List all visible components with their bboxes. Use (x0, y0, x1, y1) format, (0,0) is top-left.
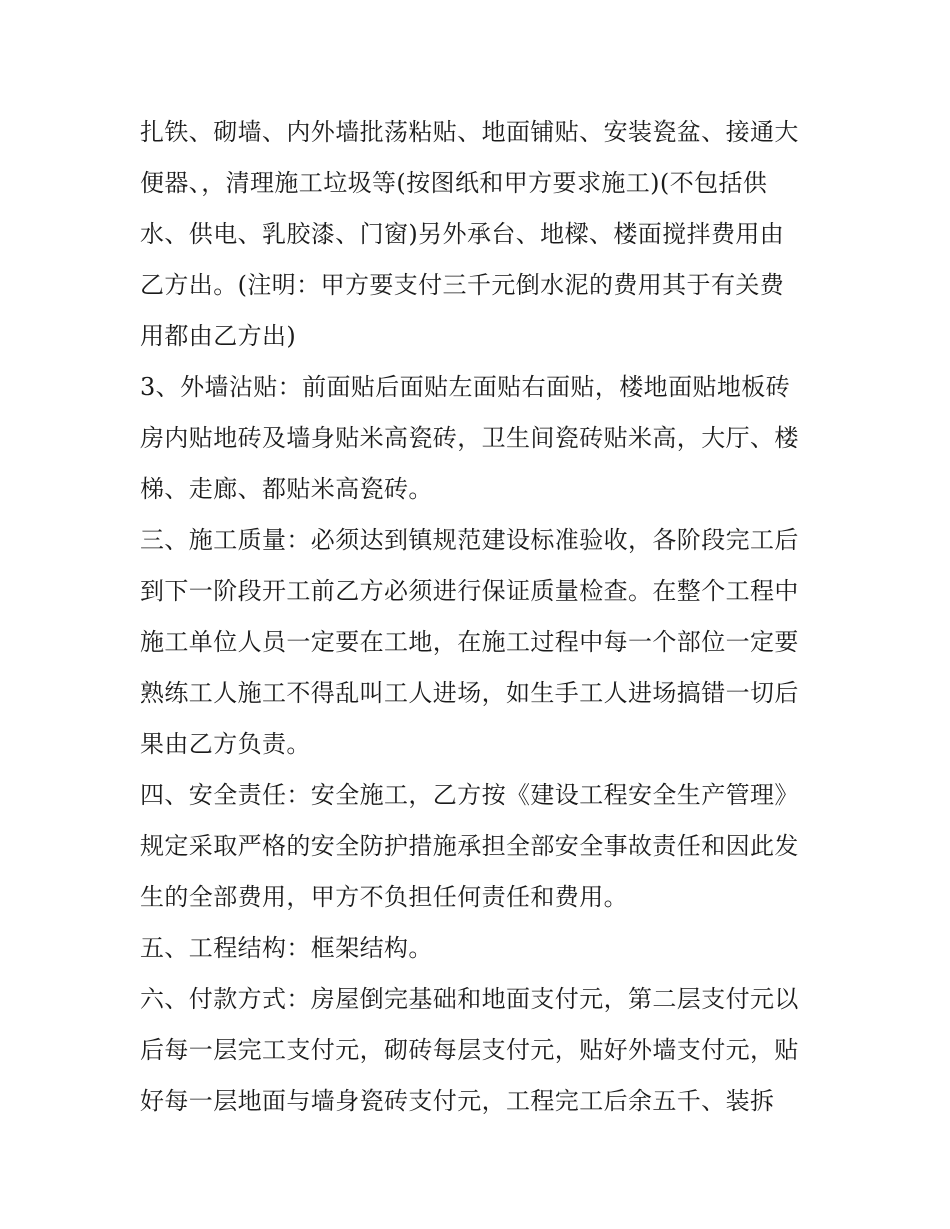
text-line: 三、施工质量：必须达到镇规范建设标准验收，各阶段完工后 (140, 526, 799, 554)
text-line: 五、工程结构：框架结构。 (140, 934, 433, 962)
text-line: 规定采取严格的安全防护措施承担全部安全事故责任和因此发 (140, 832, 799, 860)
text-line: 用都由乙方出) (140, 322, 297, 350)
text-line: 梯、走廊、都贴米高瓷砖。 (140, 475, 433, 503)
text-line: 房内贴地砖及墙身贴米高瓷砖，卫生间瓷砖贴米高，大厅、楼 (140, 424, 799, 452)
text-line: 水、供电、乳胶漆、门窗)另外承台、地樑、楼面搅拌费用由 (140, 220, 785, 248)
text-line: 便器、，清理施工垃圾等(按图纸和甲方要求施工)(不包括供 (140, 169, 768, 197)
document-body (140, 107, 820, 1127)
text-line: 乙方出。(注明：甲方要支付三千元倒水泥的费用其于有关费 (140, 271, 785, 299)
text-line: 后每一层完工支付元，砌砖每层支付元，贴好外墙支付元，贴 (140, 1036, 799, 1064)
text-line: 3、外墙沾贴：前面贴后面贴左面贴右面贴，楼地面贴地板砖 (140, 373, 791, 401)
text-line: 好每一层地面与墙身瓷砖支付元，工程完工后余五千、装拆 (140, 1087, 775, 1115)
text-line: 六、付款方式：房屋倒完基础和地面支付元，第二层支付元以 (140, 985, 799, 1013)
text-line: 施工单位人员一定要在工地，在施工过程中每一个部位一定要 (140, 628, 799, 656)
text-line: 生的全部费用，甲方不负担任何责任和费用。 (140, 883, 628, 911)
text-line: 四、安全责任：安全施工，乙方按《建设工程安全生产管理》 (140, 781, 799, 809)
text-line: 熟练工人施工不得乱叫工人进场，如生手工人进场搞错一切后 (140, 679, 799, 707)
text-line: 果由乙方负责。 (140, 730, 311, 758)
text-line: 扎铁、砌墙、内外墙批荡粘贴、地面铺贴、安装瓷盆、接通大 (140, 118, 799, 146)
text-line: 到下一阶段开工前乙方必须进行保证质量检查。在整个工程中 (140, 577, 799, 605)
